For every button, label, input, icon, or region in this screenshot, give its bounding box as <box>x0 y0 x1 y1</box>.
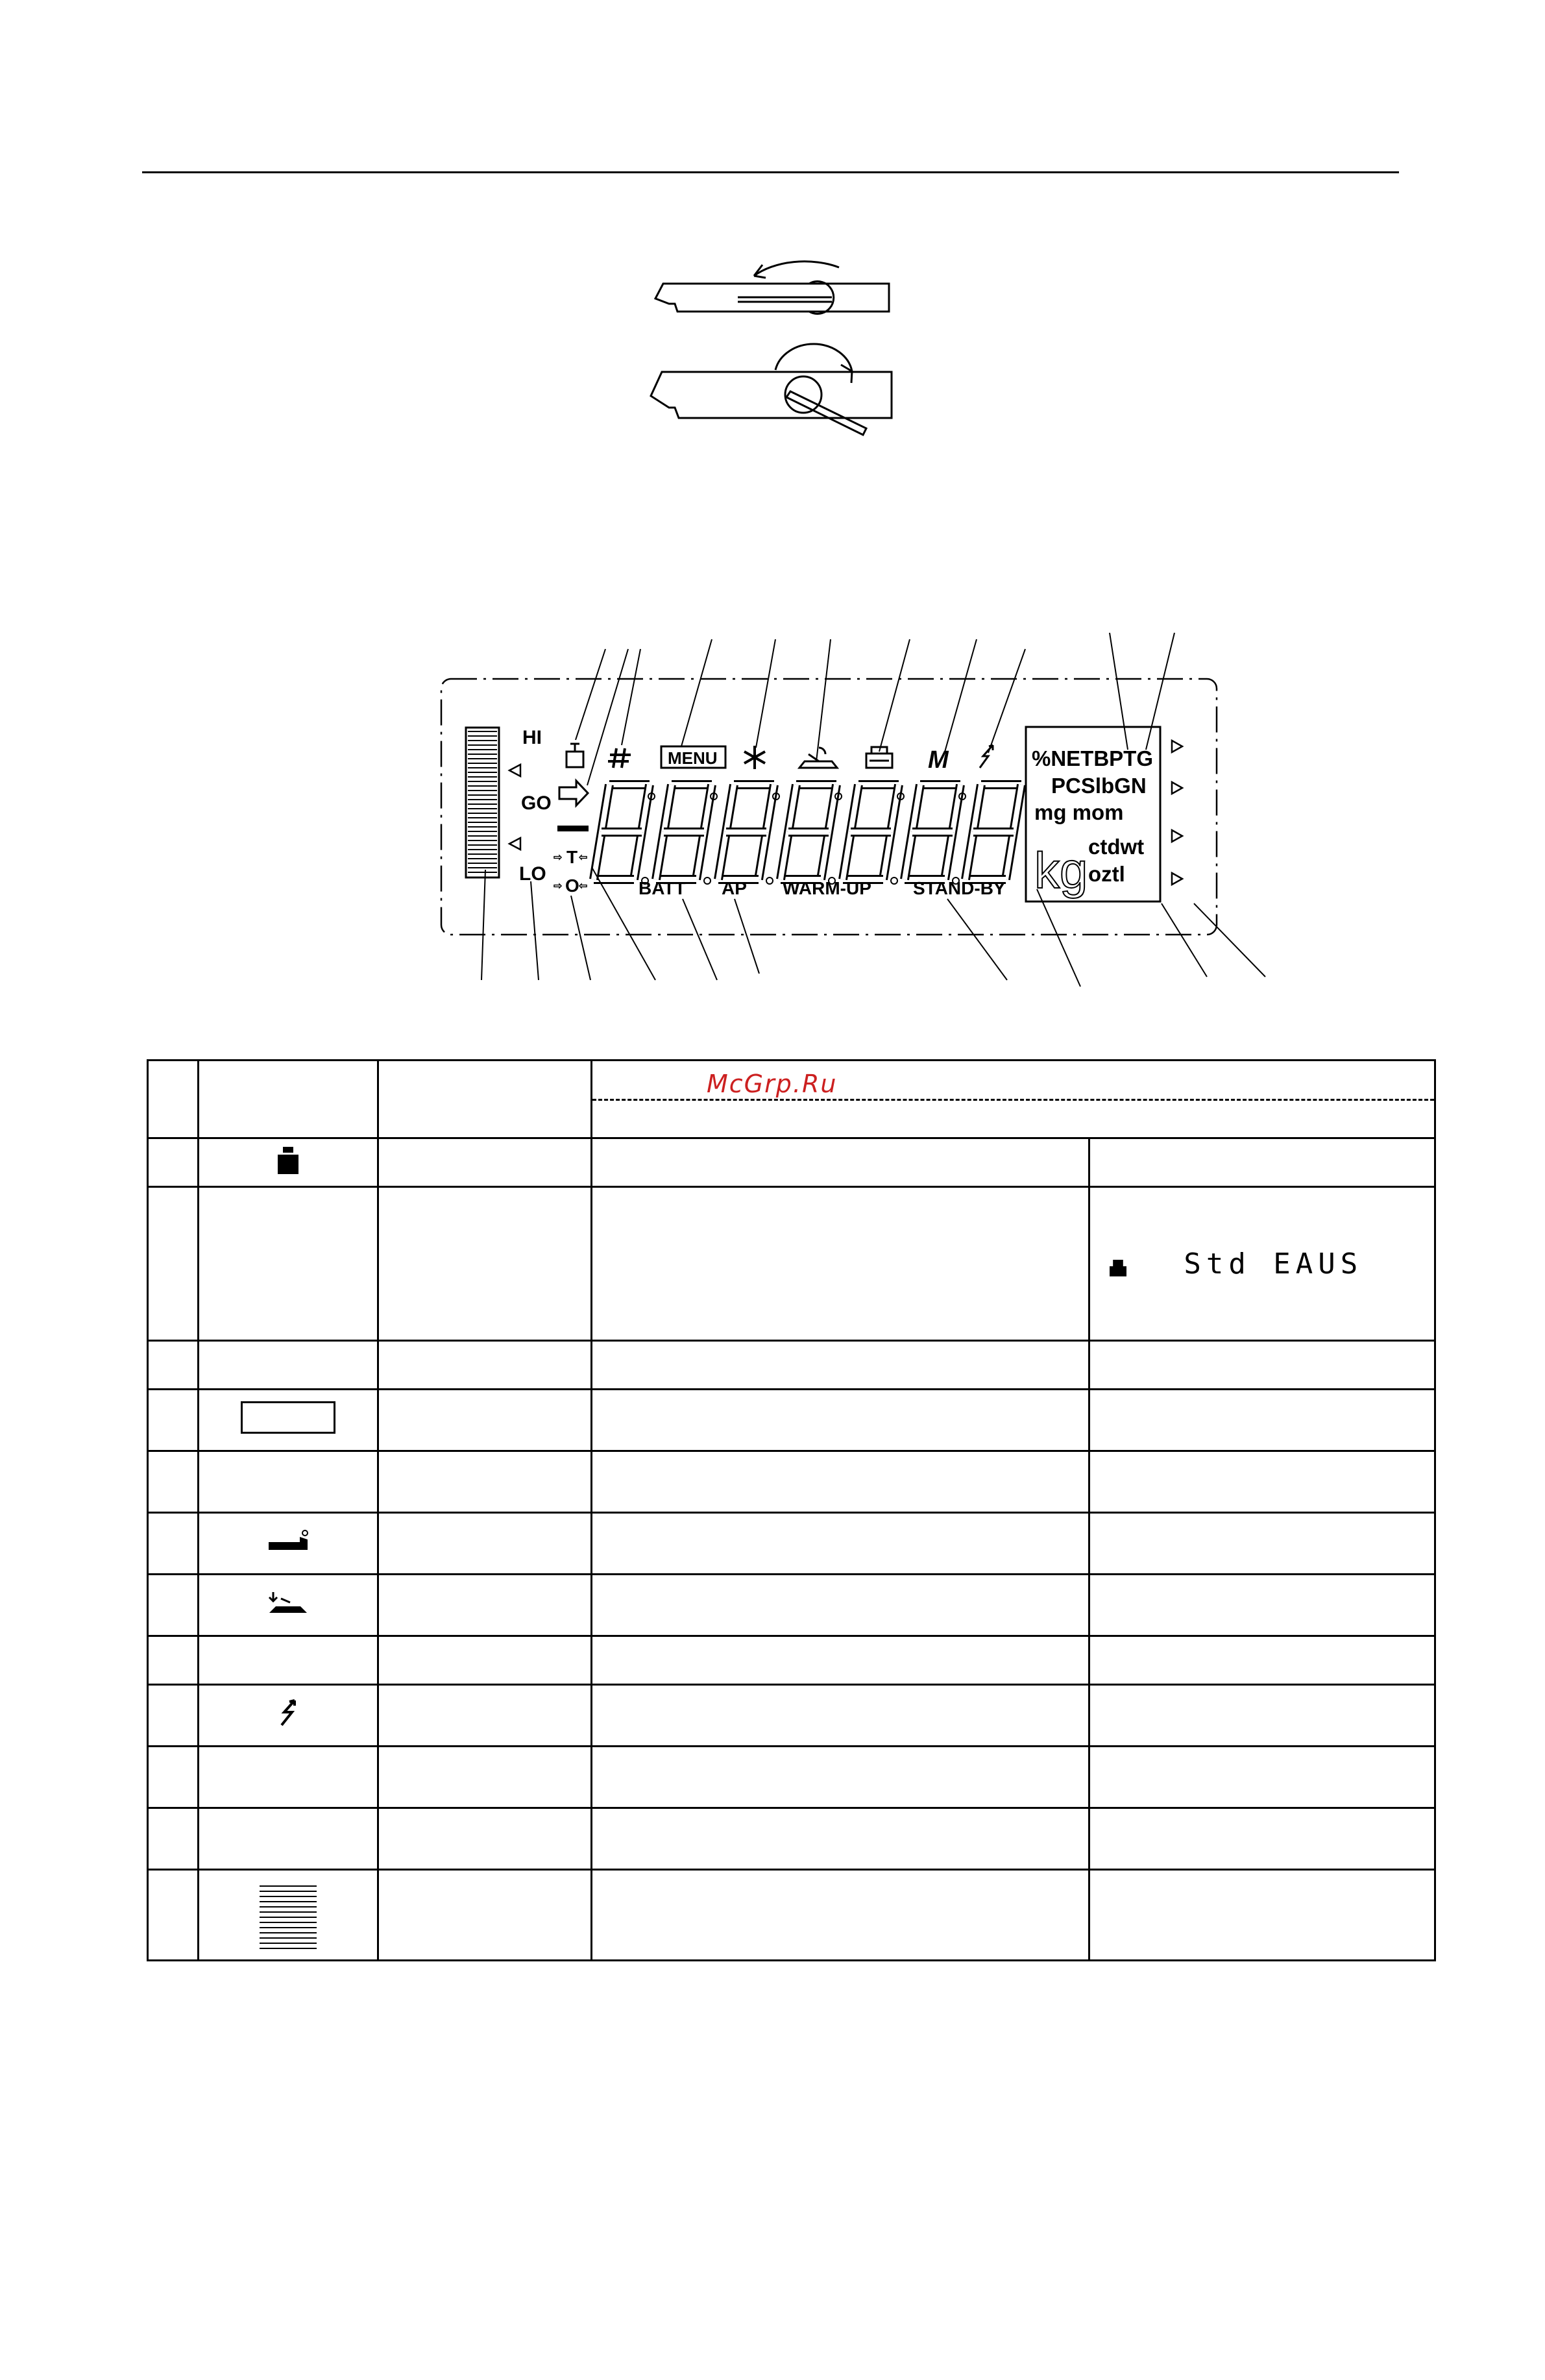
unit-row-5: oztl <box>1088 862 1125 886</box>
unit-kg: kg <box>1034 842 1088 899</box>
table-row <box>148 1513 1435 1575</box>
seven-segment-digits <box>594 785 1021 884</box>
zero-arrow-left: ⇨ <box>554 881 563 892</box>
zero-label: O <box>565 876 579 896</box>
table-row <box>148 1187 1435 1341</box>
table-row <box>148 1685 1435 1747</box>
leader-lines <box>481 633 1265 987</box>
triangle-right-icon <box>1172 830 1182 842</box>
menu-label: MENU <box>668 748 718 768</box>
unit-row-3: mg mom <box>1034 800 1124 824</box>
table-cell <box>378 1061 592 1138</box>
table-cell <box>592 1061 1435 1138</box>
minus-sign <box>557 826 589 831</box>
lo-label: LO <box>519 863 546 885</box>
zero-arrow-right: ⇦ <box>579 881 588 892</box>
bargraph-icon <box>466 728 499 877</box>
table-row <box>148 1451 1435 1513</box>
memory-m-icon: M <box>928 746 949 774</box>
table-cell <box>148 1061 199 1138</box>
hi-label: HI <box>522 727 542 748</box>
table-row <box>148 1138 1435 1187</box>
warm-up-label: WARM-UP <box>783 878 871 898</box>
digit-8 <box>843 785 904 884</box>
menu-box-icon <box>241 1401 335 1434</box>
asterisk-icon <box>744 746 765 769</box>
batt-label: BATT <box>639 878 686 898</box>
lightning-icon <box>275 1697 301 1729</box>
digit-8 <box>594 785 655 884</box>
table-row <box>148 1575 1435 1636</box>
digit-8 <box>718 785 779 884</box>
symbol-table <box>147 1059 1434 2380</box>
ap-label: AP <box>722 878 747 898</box>
std-eaus-text: Std EAUS <box>1184 1247 1363 1281</box>
lightning-icon <box>980 745 993 768</box>
tare-label: T <box>566 847 578 867</box>
triangle-right-icon <box>1172 782 1182 794</box>
weight-icon <box>566 744 583 767</box>
unit-row-4: ctdwt <box>1088 835 1145 859</box>
digit-8 <box>905 785 966 884</box>
tare-arrow-left: ⇨ <box>554 852 563 863</box>
table-row <box>148 1808 1435 1870</box>
unit-row-1: %NETBPTG <box>1032 746 1154 770</box>
table-row <box>148 1390 1435 1451</box>
digit-8 <box>966 785 1021 879</box>
triangle-left-icon <box>509 765 520 776</box>
table-row <box>148 1341 1435 1390</box>
triangle-left-icon <box>509 838 520 850</box>
table-cell <box>199 1061 378 1138</box>
stable-icon <box>799 748 837 768</box>
printer-small-icon <box>1110 1260 1126 1277</box>
table-header-row <box>148 1061 1435 1138</box>
stable-icon <box>265 1588 311 1617</box>
triangle-right-icon <box>1172 741 1182 752</box>
lcd-display-diagram <box>0 0 1545 1038</box>
digit-8 <box>781 785 842 884</box>
table-row <box>148 1870 1435 1961</box>
table-row <box>148 1747 1435 1808</box>
arrow-right-icon <box>559 781 588 805</box>
watermark: McGrp.Ru <box>707 1070 838 1098</box>
printer-icon <box>265 1528 311 1554</box>
unit-row-2: PCSlbGN <box>1051 774 1147 798</box>
tare-arrow-right: ⇦ <box>579 852 588 863</box>
triangle-right-icon <box>1172 873 1182 885</box>
bargraph-icon <box>256 1882 321 1954</box>
hash-icon <box>608 748 631 768</box>
go-label: GO <box>521 792 552 814</box>
digit-8 <box>656 785 717 884</box>
weight-icon <box>275 1144 301 1175</box>
table-row <box>148 1636 1435 1685</box>
stand-by-label: STAND-BY <box>913 878 1006 898</box>
